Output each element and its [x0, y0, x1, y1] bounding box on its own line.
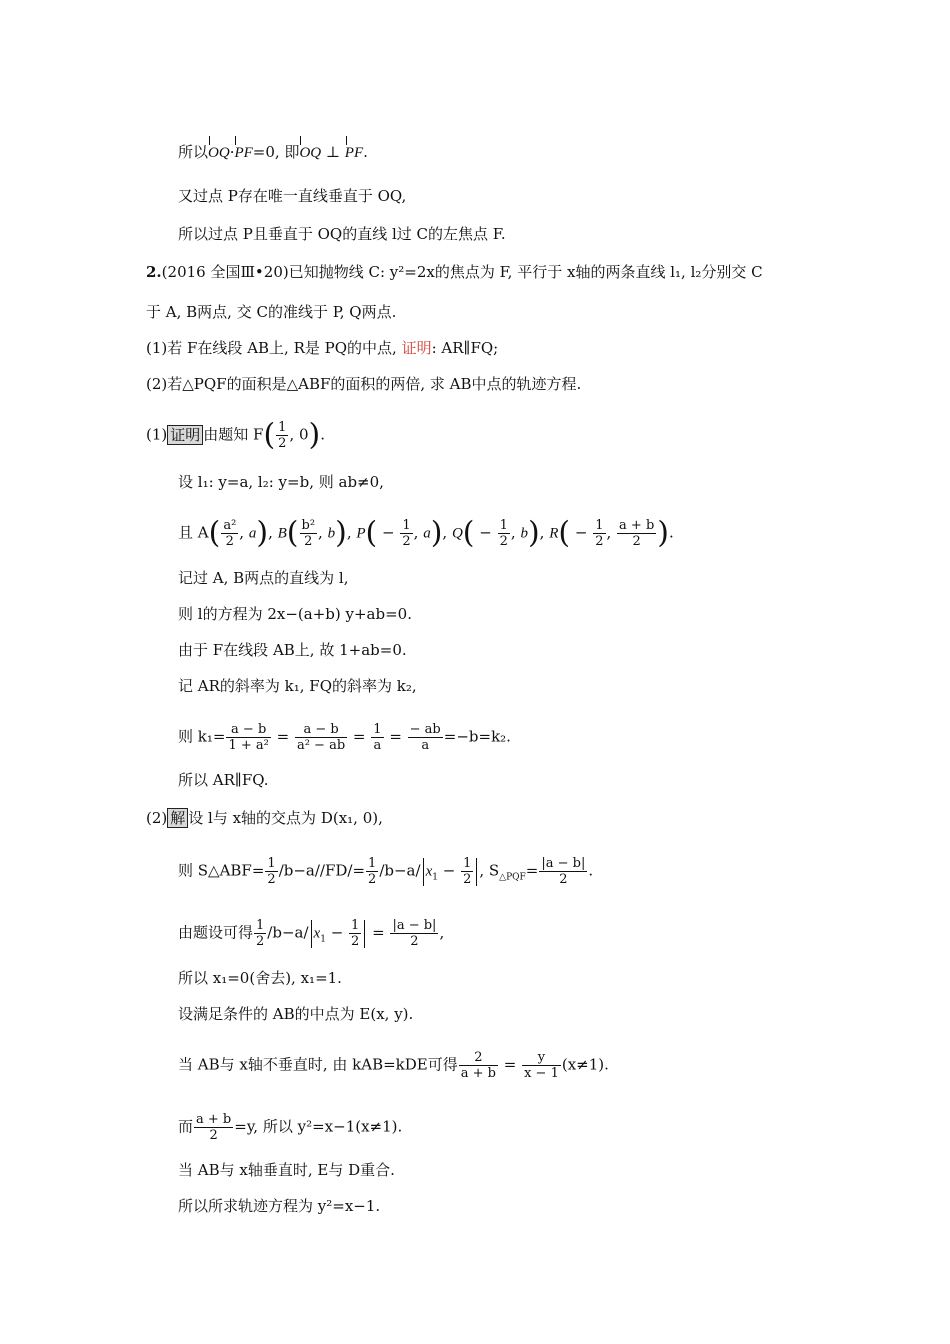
question-line-2: 于 A, B两点, 交 C的准线于 P, Q两点. — [146, 303, 397, 321]
vector-oq: OQ — [208, 145, 230, 161]
not-perp-suffix: (x≠1). — [561, 1055, 609, 1074]
step-final-answer: 所以所求轨迹方程为 y²=x−1. — [178, 1197, 381, 1215]
part-1-text: (1)若 F在线段 AB上, R是 PQ的中点, — [146, 339, 402, 357]
solution-1-head: (1) 证明 由题知 F( $\frac{1}{2}$ , 0). — [146, 417, 326, 453]
slope-suffix: =−b=k₂. — [443, 727, 511, 746]
step-perp-case: 当 AB与 x轴垂直时, E与 D重合. — [178, 1161, 395, 1179]
question-part-2: (2)若△PQF的面积是△ABF的面积的两倍, 求 AB中点的轨迹方程. — [146, 375, 582, 393]
vector-oq-2: OQ — [299, 145, 322, 161]
locus-prefix: 而 — [178, 1117, 194, 1136]
proof-keyword: 证明 — [401, 339, 432, 357]
step-f-on-ab: 由于 F在线段 AB上, 故 1+ab=0. — [178, 641, 407, 659]
perp-symbol: ⊥ — [325, 143, 341, 161]
text-eq-zero: =0, 即 — [252, 143, 300, 161]
question-text-1: (2016 全国Ⅲ•20)已知抛物线 C: y²=2x的焦点为 F, 平行于 x轴的两条直线 l₁, l₂分别交 C — [161, 263, 763, 281]
step-slopes: 记 AR的斜率为 k₁, FQ的斜率为 k₂, — [178, 677, 417, 695]
slope-prefix: 则 k₁= — [178, 727, 226, 746]
step-set-lines: 设 l₁: y=a, l₂: y=b, 则 ab≠0, — [178, 473, 384, 491]
line-unique-perp: 又过点 P存在唯一直线垂直于 OQ, — [178, 187, 407, 205]
locus-suffix: =y, 所以 y²=x−1(x≠1). — [234, 1117, 403, 1136]
step-locus: 而 $\frac{a + b}{2}$ =y, 所以 y²=x−1(x≠1). — [178, 1112, 403, 1143]
step-conclusion-1: 所以 AR∥FQ. — [178, 771, 269, 789]
points-prefix: 且 A — [178, 523, 209, 542]
question-line-1 — [146, 262, 763, 282]
areas-prefix: 则 S△ABF= — [178, 861, 265, 880]
solution-2-head — [146, 808, 383, 828]
step-area-equation: 由题设可得 $\frac{1}{2}$ /b−a/ $x_1$ − $\frac{1}{2}$ = $\frac{|a - b|}{2}$ , — [178, 918, 445, 949]
vector-pf: PF — [234, 145, 253, 161]
frac-one-half: $\frac{1}{2}$ — [278, 420, 287, 451]
not-perp-prefix: 当 AB与 x轴不垂直时, 由 kAB=kDE可得 — [178, 1055, 458, 1074]
line-oq-perp-pf: 所以OQ·PF=0, 即OQ ⊥ PF. — [178, 143, 368, 161]
part-1-goal: : AR∥FQ; — [431, 339, 499, 357]
step-slope-calc: 则 k₁= $\frac{a - b}{\text{1 + a²}}$ = $\frac{a - b}{\text{a² − ab}}$ = $\frac{1}{a}$ = $\frac{- ab}{a}$ =−b=k₂. — [178, 722, 511, 753]
question-number: 2. — [146, 263, 162, 281]
solution-1-text: 由题知 F — [203, 425, 264, 444]
area-eq-prefix: 由题设可得 — [178, 923, 254, 942]
text-suoyi: 所以 — [178, 143, 209, 161]
solution-box: 解 — [167, 808, 188, 828]
step-points: 且 A( $\frac{\text{a²}}{2}$ , a), B( $\frac{\text{b²}}{2}$ , b), P( − $\frac{1}{2}$ , a), Q( − $\frac{1}{2}$ , b), R( − $\frac{1}{2}$ , $\frac{a + b}{2}$ ). — [178, 515, 674, 551]
step-x1-values: 所以 x₁=0(舍去), x₁=1. — [178, 969, 342, 987]
question-part-1 — [146, 338, 498, 358]
step-areas: 则 S△ABF= $\frac{1}{2}$ /b−a//FD/= $\frac{1}{2}$ /b−a/ $x_1$ − $\frac{1}{2}$ , $S_{\triangle PQF}=$ $\frac{|a - b|}{2}$ . — [178, 856, 594, 887]
step-line-l: 记过 A, B两点的直线为 l, — [178, 569, 349, 587]
proof-box: 证明 — [167, 425, 203, 445]
solution-2-label: (2) — [146, 809, 168, 827]
step-not-perp: 当 AB与 x轴不垂直时, 由 kAB=kDE可得 $\frac{2}{a + b}$ = $\frac{y}{x - 1}$ (x≠1). — [178, 1050, 609, 1081]
line-left-focus: 所以过点 P且垂直于 OQ的直线 l过 C的左焦点 F. — [178, 225, 506, 243]
vector-pf-2: PF — [344, 145, 364, 161]
step-equation-l: 则 l的方程为 2x−(a+b) y+ab=0. — [178, 605, 412, 623]
solution-2-text: 设 l与 x轴的交点为 D(x₁, 0), — [188, 809, 383, 827]
solution-1-label: (1) — [146, 425, 168, 444]
step-midpoint: 设满足条件的 AB的中点为 E(x, y). — [178, 1005, 414, 1023]
